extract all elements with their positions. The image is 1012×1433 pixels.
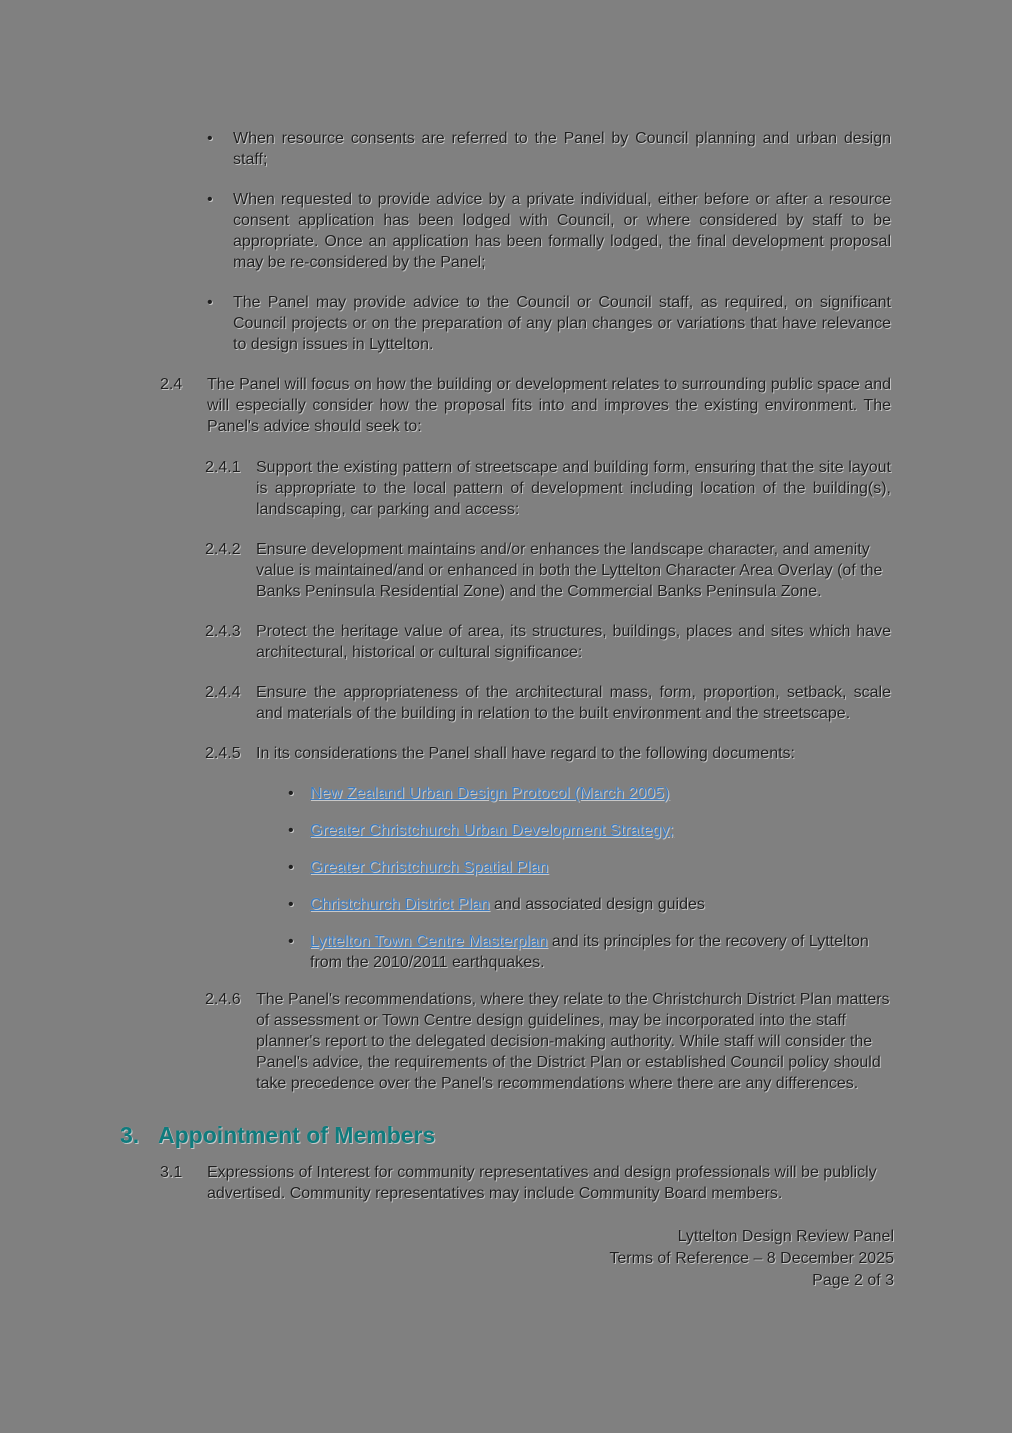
list-item [207, 128, 891, 170]
section-title: Appointment of Members [158, 1122, 436, 1148]
bullet-icon [207, 292, 233, 355]
document-link[interactable]: Lyttelton Town Centre Masterplan [310, 933, 548, 950]
bullet-text: When resource consents are referred to the Panel by Council planning and urban design staff; [233, 130, 891, 168]
document-link-suffix: and associated design guides [489, 896, 705, 913]
list-item [288, 894, 891, 915]
document-link[interactable]: Greater Christchurch Urban Development Strategy; [310, 822, 674, 839]
clause-number: 2.4.6 [205, 991, 241, 1008]
clause-text: Support the existing pattern of streetscape and building form, ensuring that the site layout is appropriate to the local pattern of development including location of the building(s), landscaping, car parking and access: [256, 459, 891, 518]
bullet-text: When requested to provide advice by a private individual, either before or after a resource consent application has been lodged with Council, or where considered by staff to be appropriate. Once an application has been formally lodged, the final development proposal may be re-considered by the Panel; [233, 191, 891, 271]
clause-text: Protect the heritage value of area, its structures, buildings, places and sites which have architectural, historical or cultural significance: [256, 623, 891, 661]
clause-number: 2.4.3 [205, 623, 241, 640]
list-item [288, 820, 891, 841]
clause-2-4-2 [205, 539, 891, 602]
clause-2-4-3 [205, 621, 891, 663]
footer-page-number: Page 2 of 3 [812, 1272, 894, 1289]
document-link-suffix: and its principles for the recovery of Lyttelton from the 2010/2011 earthquakes. [310, 933, 869, 971]
list-item [207, 189, 891, 273]
clause-2-4-4 [205, 682, 891, 724]
clause-text: The Panel will focus on how the building or development relates to surrounding public space and will especially consider how the proposal fits into and improves the existing environment. The Panel's advice should seek to: [207, 376, 891, 435]
bullet-icon [207, 128, 233, 170]
clause-2-4-6 [205, 989, 891, 1094]
document-reference [310, 783, 891, 804]
page-footer [0, 1226, 1012, 1292]
bullet-text: The Panel may provide advice to the Council or Council staff, as required, on significant Council projects or on the preparation of any plan changes or variations that have relevance to design issues in Lyttelton. [233, 294, 891, 353]
clause-text: Expressions of Interest for community representatives and design professionals will be publicly advertised. Community representatives may include Community Board members. [207, 1164, 877, 1202]
bullet-icon [288, 857, 310, 878]
list-item [288, 783, 891, 804]
clause-number: 2.4.4 [205, 684, 241, 701]
bullet-icon [288, 894, 310, 915]
clause-2-4-5 [205, 743, 891, 764]
clause-text: Ensure development maintains and/or enhances the landscape character, and amenity value is maintained/and or enhanced in both the Lyttelton Character Area Overlay (of the Banks Peninsula Residential Zone) and the Commercial Banks Peninsula Zone. [256, 541, 883, 600]
section-number: 3. [120, 1122, 140, 1148]
footer-reference-date: Terms of Reference – 8 December 2025 [609, 1250, 894, 1267]
document-reference [310, 857, 891, 878]
footer-document-title: Lyttelton Design Review Panel [677, 1228, 894, 1245]
clause-2-4-1 [205, 457, 891, 520]
clause-text: Ensure the appropriateness of the architectural mass, form, proportion, setback, scale and materials of the building in relation to the built environment and the streetscape. [256, 684, 891, 722]
list-item [288, 857, 891, 878]
document-link[interactable]: New Zealand Urban Design Protocol (March 2005) [310, 785, 670, 802]
clause-text: In its considerations the Panel shall have regard to the following documents: [256, 745, 795, 762]
bullet-icon [207, 189, 233, 273]
clause-2-4 [160, 374, 891, 437]
document-reference [310, 894, 891, 915]
clause-3-1 [160, 1162, 891, 1204]
bullet-icon [288, 783, 310, 804]
list-item [288, 931, 891, 973]
document-reference [310, 820, 891, 841]
clause-number: 2.4 [160, 376, 183, 393]
document-link[interactable]: Christchurch District Plan [310, 896, 490, 913]
clause-number: 2.4.1 [205, 459, 241, 476]
clause-number: 3.1 [160, 1164, 183, 1181]
section-heading [120, 1122, 1012, 1149]
clause-number: 2.4.2 [205, 541, 241, 558]
bullet-icon [288, 931, 310, 973]
list-item [207, 292, 891, 355]
bullet-icon [288, 820, 310, 841]
document-reference [310, 931, 891, 973]
clause-number: 2.4.5 [205, 745, 241, 762]
clause-text: The Panel's recommendations, where they relate to the Christchurch District Plan matters of assessment or Town Centre design guidelines, may be incorporated into the staff planner's report to the delegated decision-making authority. While staff will consider the Panel's advice, the requirements of the District Plan or established Council policy should take precedence over the Panel's recommendations where there are any differences. [256, 991, 890, 1092]
document-link[interactable]: Greater Christchurch Spatial Plan [310, 859, 549, 876]
